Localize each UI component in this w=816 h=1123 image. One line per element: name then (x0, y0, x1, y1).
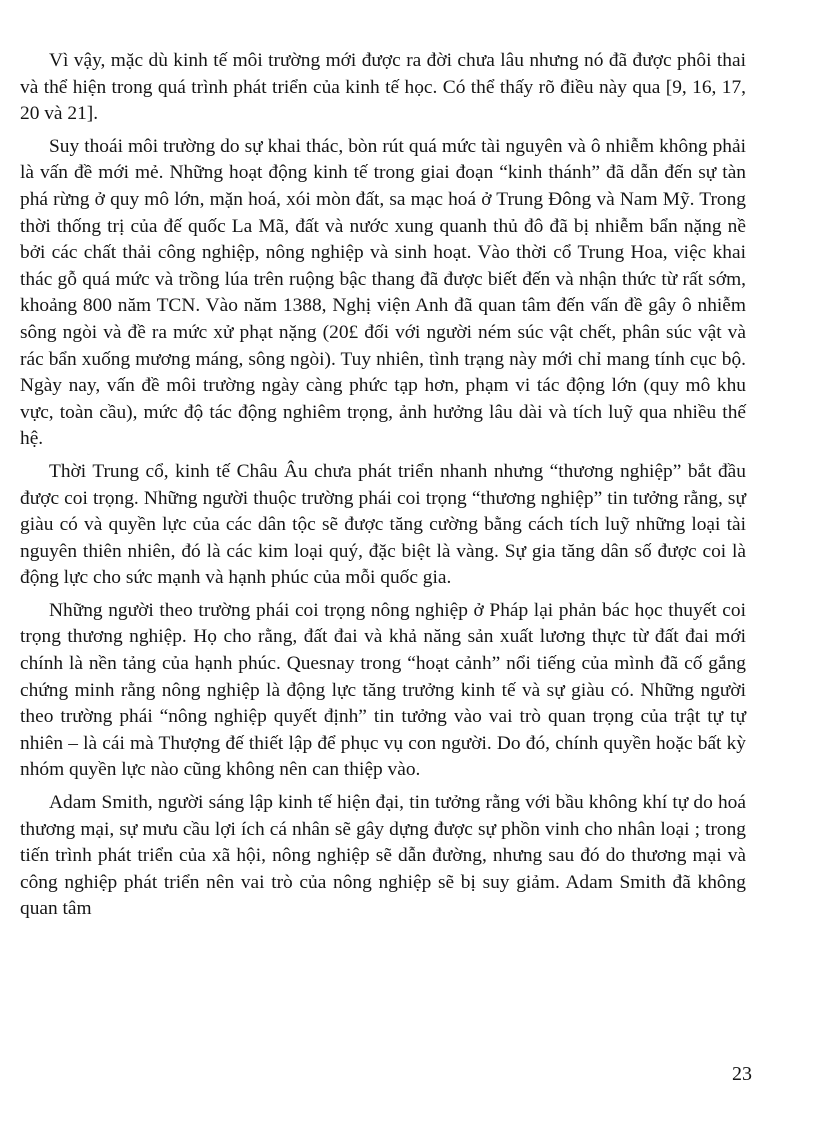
paragraph-2: Suy thoái môi trường do sự khai thác, bòn rút quá mức tài nguyên và ô nhiễm không phải là vấn đề mới mẻ. Những hoạt động kinh tế trong giai đoạn “kinh thánh” đã dẫn đến sự tàn phá rừng ở quy mô lớn, mặn hoá, xói mòn đất, sa mạc hoá ở Trung Đông và Nam Mỹ. Trong thời thống trị của đế quốc La Mã, đất và nước xung quanh thủ đô đã bị nhiễm bẩn nặng nề bởi các chất thải công nghiệp, nông nghiệp và sinh hoạt. Vào thời cổ Trung Hoa, việc khai thác gỗ quá mức và trồng lúa trên ruộng bậc thang đã được biết đến và nhận thức từ rất sớm, khoảng 800 năm TCN. Vào năm 1388, Nghị viện Anh đã quan tâm đến vấn đề gây ô nhiễm sông ngòi và đề ra mức xử phạt nặng (20£ đối với người ném súc vật chết, phân súc vật và rác bẩn xuống mương máng, sông ngòi). Tuy nhiên, tình trạng này mới chỉ mang tính cục bộ. Ngày nay, vấn đề môi trường ngày càng phức tạp hơn, phạm vi tác động lớn (quy mô khu vực, toàn cầu), mức độ tác động nghiêm trọng, ảnh hưởng lâu dài và tích luỹ qua nhiều thế hệ. (20, 135, 746, 450)
paragraph-5: Adam Smith, người sáng lập kinh tế hiện đại, tin tưởng rằng với bầu không khí tự do hoá thương mại, sự mưu cầu lợi ích cá nhân sẽ gây dựng được sự phồn vinh cho nhân loại ; trong tiến trình phát triển của xã hội, nông nghiệp sẽ dẫn đường, nhưng sau đó do thương mại và công nghiệp phát triển nên vai trò của nông nghiệp sẽ bị suy giảm. Adam Smith đã không quan tâm (20, 792, 746, 920)
page-body (20, 48, 746, 929)
paragraph-3: Thời Trung cổ, kinh tế Châu Âu chưa phát triển nhanh nhưng “thương nghiệp” bắt đầu được coi trọng. Những người thuộc trường phái coi trọng “thương nghiệp” tin tưởng rằng, sự giàu có và quyền lực của các dân tộc sẽ được tăng cường bằng cách tích luỹ những loại tài nguyên thiên nhiên, đó là các kim loại quý, đặc biệt là vàng. Sự gia tăng dân số được coi là động lực cho sức mạnh và hạnh phúc của mỗi quốc gia. (20, 460, 746, 589)
paragraph-1: Vì vậy, mặc dù kinh tế môi trường mới được ra đời chưa lâu nhưng nó đã được phôi thai và thể hiện trong quá trình phát triển của kinh tế học. Có thể thấy rõ điều này qua [9, 16, 17, 20 và 21]. (20, 50, 746, 125)
paragraph-4: Những người theo trường phái coi trọng nông nghiệp ở Pháp lại phản bác học thuyết coi trọng thương nghiệp. Họ cho rằng, đất đai và khả năng sản xuất lương thực từ đất đai mới chính là nền tảng của hạnh phúc. Quesnay trong “hoạt cảnh” nổi tiếng của mình đã cố gắng chứng minh rằng nông nghiệp là động lực tăng trưởng kinh tế và sự giàu có. Những người theo trường phái “nông nghiệp quyết định” tin tưởng vào vai trò quan trọng của trật tự tự nhiên – là cái mà Thượng đế thiết lập để phục vụ con người. Do đó, chính quyền hoặc bất kỳ nhóm quyền lực nào cũng không nên can thiệp vào. (20, 599, 746, 781)
page-number: 23 (732, 1063, 752, 1085)
